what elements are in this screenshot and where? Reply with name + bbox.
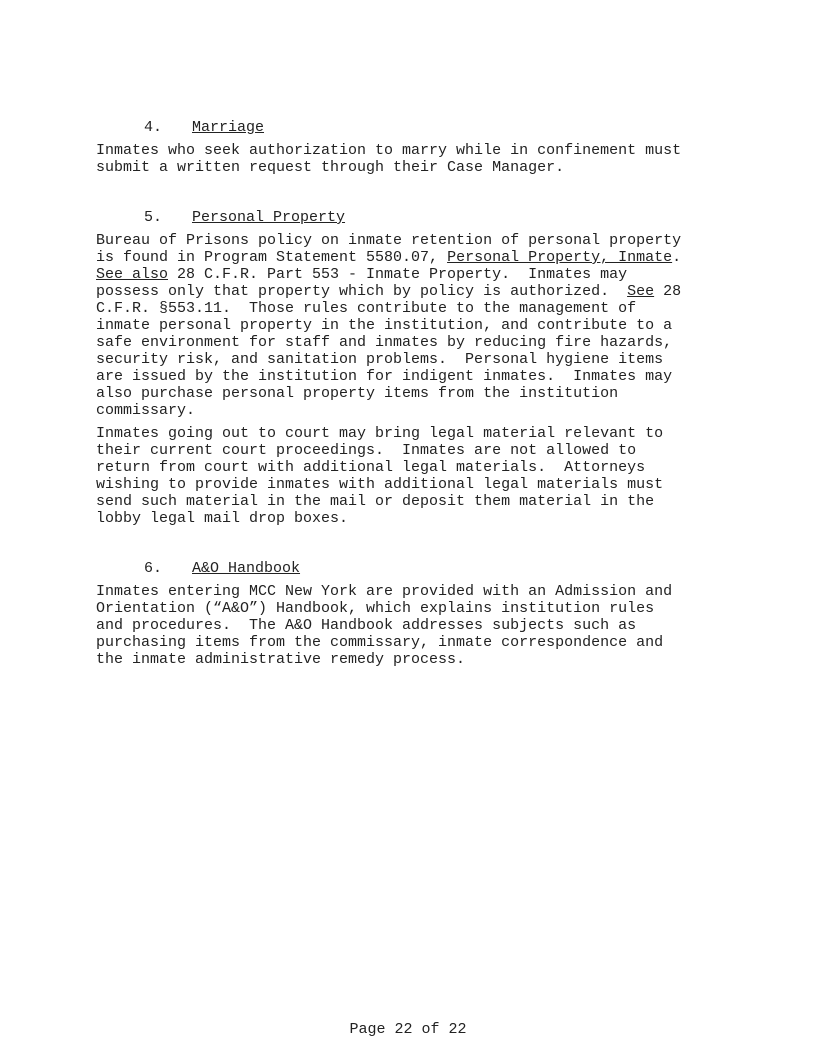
section-heading bbox=[144, 119, 726, 136]
section-number: 4. bbox=[144, 119, 163, 136]
paragraph bbox=[96, 142, 726, 176]
section-title: A&O Handbook bbox=[192, 560, 301, 577]
section-heading bbox=[144, 209, 726, 226]
section-personal-property bbox=[96, 209, 726, 527]
section-number: 6. bbox=[144, 560, 163, 577]
text-run: Inmates entering MCC New York are provided with an Admission and Orientation (“A&O”) Handbook, which explains institution rules and procedures. The A&O Handbook addresses subjects such as purchasing items from the commissary, inmate correspondence and the inmate administrative remedy process. bbox=[96, 583, 673, 668]
text-run: Inmates who seek authorization to marry while in confinement must submit a written request through their Case Manager. bbox=[96, 142, 682, 176]
section-ao-handbook bbox=[96, 560, 726, 668]
section-number: 5. bbox=[144, 209, 163, 226]
text-run: Inmates going out to court may bring legal material relevant to their current court proceedings. Inmates are not allowed to return from court with additional legal materials. Attorneys wishing to provide inmates with additional legal materials must send such material in the mail or deposit them material in the lobby legal mail drop boxes. bbox=[96, 425, 664, 527]
text-run: 28 C.F.R. §553.11. Those rules contribute to the management of inmate personal property in the institution, and contribute to a safe environment for staff and inmates by reducing fire hazards, security risk, and sanitation problems. Personal hygiene items are issued by the institution for indigent inmates. Inmates may also purchase personal property items from the institution commissary. bbox=[96, 283, 682, 419]
section-title: Marriage bbox=[192, 119, 265, 136]
paragraph bbox=[96, 425, 726, 527]
section-title: Personal Property bbox=[192, 209, 346, 226]
section-heading bbox=[144, 560, 726, 577]
text-run: 28 C.F.R. Part 553 - Inmate Property. Inmates may possess only that property which by policy is authorized. bbox=[96, 266, 628, 300]
text-run: Bureau of Prisons policy on inmate retention of personal property is found in Program Statement 5580.07, bbox=[96, 232, 682, 266]
document-page bbox=[96, 119, 726, 701]
text-run: . bbox=[672, 249, 682, 266]
paragraph bbox=[96, 232, 726, 419]
citation-signal: See bbox=[627, 283, 655, 300]
paragraph bbox=[96, 583, 726, 668]
citation-title: Personal Property, Inmate bbox=[447, 249, 673, 266]
citation-signal: See also bbox=[96, 266, 169, 283]
page-footer: Page 22 of 22 bbox=[349, 1021, 467, 1038]
section-marriage bbox=[96, 119, 726, 176]
